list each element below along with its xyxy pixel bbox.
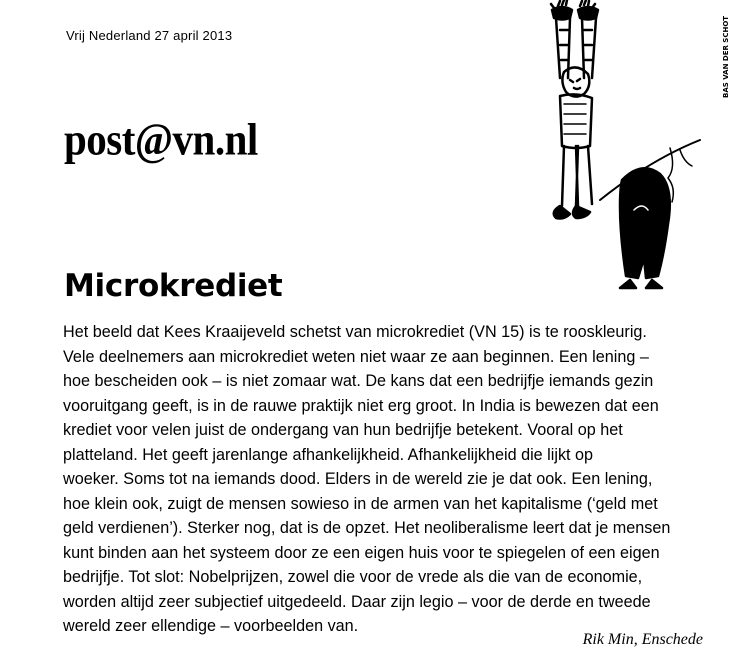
illustration-credit-text: BAS VAN DER SCHOT	[722, 15, 730, 98]
article-headline: Microkrediet	[64, 268, 283, 304]
body-line: krediet voor velen juist de ondergang van hun bedrijfje betekent. Vooral op het	[63, 421, 623, 439]
body-line: platteland. Het geeft jarenlange afhankelijkheid. Afhankelijkheid die lijkt op	[63, 445, 594, 464]
body-line: kunt binden aan het systeem door ze een eigen huis voor te spiegelen of een eigen	[63, 543, 660, 562]
article-signature: Rik Min, Enschede	[582, 631, 703, 648]
body-line: worden altijd zeer subjectief uitgedeeld. Daar zijn legio – voor de derde en tweede	[63, 592, 651, 611]
cartoon-illustration	[530, 0, 705, 300]
body-line: vooruitgang geeft, is in de rauwe praktijk niet erg groot. In India is bewezen dat een	[63, 396, 659, 415]
body-line: hoe klein ook, zuigt de mensen sowieso in de armen van het kapitalisme (‘geld met	[63, 494, 658, 513]
body-line: Vele deelnemers aan microkrediet weten niet waar ze aan beginnen. Een lening –	[63, 347, 649, 366]
column-title: post@vn.nl	[64, 113, 258, 165]
body-line: bedrijfje. Tot slot: Nobelprijzen, zowel die voor de vrede als die van de economie,	[63, 568, 643, 586]
article-body	[63, 320, 713, 639]
body-line: Het beeld dat Kees Kraaijeveld schetst van microkrediet (VN 15) is te rooskleurig.	[63, 323, 647, 341]
body-line: hoe bescheiden ook – is niet zomaar wat. De kans dat een bedrijfje iemands gezin	[63, 372, 654, 390]
body-line: wereld zeer ellendige – voorbeelden van.	[63, 617, 359, 635]
body-line: woeker. Soms tot na iemands dood. Elders in de wereld zie je dat ook. Een lening,	[63, 470, 653, 488]
source-line: Vrij Nederland 27 april 2013	[66, 28, 233, 43]
illustration-credit	[710, 10, 730, 100]
body-line: geld verdienen’). Sterker nog, dat is de opzet. Het neoliberalisme leert dat je mensen	[63, 519, 671, 537]
